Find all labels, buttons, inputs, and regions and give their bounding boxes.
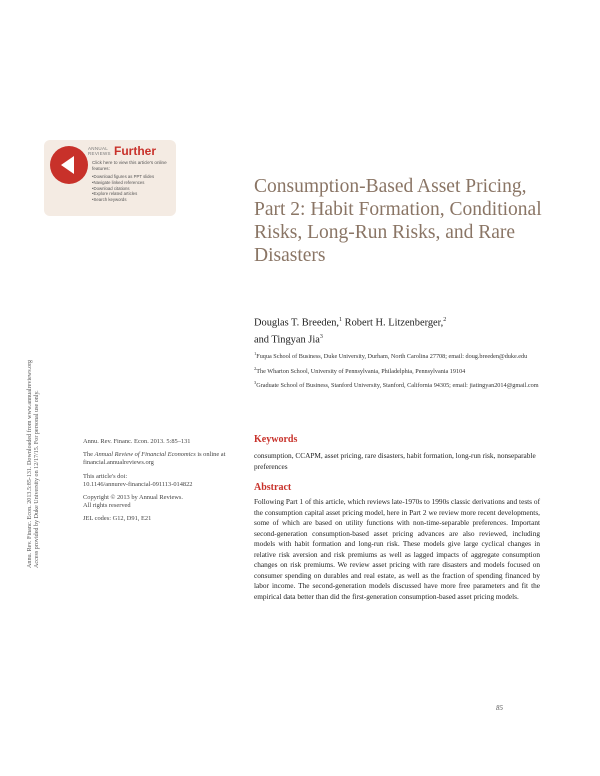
author-name: and Tingyan Jia	[254, 334, 320, 346]
copyright: Copyright © 2013 by Annual Reviews.	[83, 494, 183, 502]
feature-item[interactable]: • Download citations	[92, 186, 154, 192]
abstract-text: Following Part 1 of this article, which reviews late-1970s to 1990s classic derivations and tests of the consumption capital asset pricing model, here in Part 2 we review more recent developments, some of which are based on utility functions with non-time-separable preferences. Important second-generation consumption-based asset pricing advances are also reviewed, including models with habit formation and long-run risk. These models give large cyclical changes in relative risk aversion and risk premiums as well as lagged impacts of aggregate consumption changes on risk premiums. We review asset pricing with rare disasters and models focused on consumer spending on durables and real estate, as well as the fraction of spending financed by labor income. The second-generation models discussed have more free parameters and fit the empirical data better than did the first-generation consumption-based asset pricing models.	[254, 497, 540, 601]
doi-label: This article's doi:	[83, 472, 128, 480]
affil-marker: 1	[339, 317, 343, 323]
download-note	[27, 268, 51, 568]
author-name: Robert H. Litzenberger,	[344, 317, 444, 329]
copyright-block	[83, 494, 243, 510]
keywords-text: consumption, CCAPM, asset pricing, rare disasters, habit formation, long-run risk, nonseparable preferences	[254, 451, 536, 471]
further-word: Further	[114, 144, 156, 158]
keywords-heading: Keywords	[254, 434, 298, 445]
publisher-label: ANNUAL REVIEWS	[88, 146, 111, 156]
further-badge[interactable]	[44, 140, 176, 216]
doi-link[interactable]: 10.1146/annurev-financial-091113-014822	[83, 480, 193, 488]
article-meta	[83, 438, 243, 529]
affil-marker: 2	[443, 317, 447, 323]
rights: All rights reserved	[83, 502, 131, 510]
abstract-heading: Abstract	[254, 482, 292, 493]
jel-codes: JEL codes: G12, D91, E21	[83, 515, 152, 523]
back-arrow-icon[interactable]	[50, 146, 88, 184]
author-list	[254, 313, 554, 348]
feature-item[interactable]: • Search keywords	[92, 197, 154, 203]
download-note-line: Annu. Rev. Financ. Econ. 2013.5:85-131. Downloaded from www.annualreviews.org	[27, 359, 33, 568]
online-note: The Annual Review of Financial Economics is online at financial.annualreviews.org	[83, 451, 226, 467]
citation: Annu. Rev. Financ. Econ. 2013. 5:85–131	[83, 438, 191, 445]
affiliation: $^1$Fuqua School of Business, Duke University, Durham, North Carolina 27708; email: doug.breeden@duke.edu	[254, 351, 528, 361]
doi-block	[83, 473, 243, 489]
feature-item[interactable]: • Navigate linked references	[92, 180, 154, 186]
download-note-line: Access provided by Duke University on 12/17/15. For personal use only.	[34, 390, 41, 568]
affiliation: $^2$The Wharton School, University of Pennsylvania, Philadelphia, Pennsylvania 19104	[254, 365, 466, 375]
article-title: Consumption-Based Asset Pricing, Part 2: Habit Formation, Conditional Risks, Long-Run Risks, and Rare Disasters	[254, 176, 542, 266]
affiliation: $^3$Graduate School of Business, Stanford University, Stanford, California 94305; email: jiatingyan2014@gmail.com	[254, 380, 539, 390]
further-feature-list	[92, 174, 154, 203]
feature-item[interactable]: • Download figures as PPT slides	[92, 174, 154, 180]
author-name: Douglas T. Breeden,	[254, 317, 340, 329]
affil-marker: 3	[319, 334, 323, 341]
affiliations	[254, 350, 554, 394]
feature-item[interactable]: • Explore related articles	[92, 191, 154, 197]
further-description: Click here to view this article's online features:	[92, 160, 167, 171]
page-number: 85	[496, 704, 503, 712]
